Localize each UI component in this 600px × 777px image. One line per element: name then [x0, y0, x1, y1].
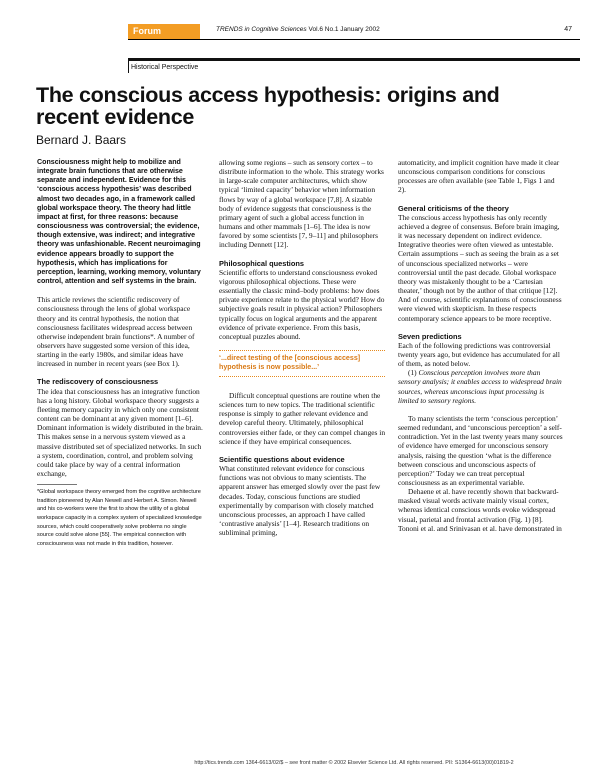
heading-general: General criticisms of the theory: [398, 203, 509, 213]
journal-citation: [216, 26, 380, 33]
journal-title: TRENDS in Cognitive Sciences: [216, 26, 307, 33]
prediction-1: [398, 368, 564, 405]
scientific-paragraph: What constituted relevant evidence for conscious functions was not obvious to many scientists. The apparent answer has emerged slowly over the past few decades. Today, conscious functions are studied experimentally by comparison with closely matched unconscious processes, an approach I have called ‘contrastive analysis’ [1–4]. Research traditions on subliminal priming,: [219, 464, 381, 538]
heading-scientific: Scientific questions about evidence: [219, 454, 345, 464]
page-number: 47: [564, 26, 572, 33]
prediction-1-number: (1): [408, 368, 417, 378]
pull-quote: ‘...direct testing of the [conscious access] hypothesis is now possible...’: [219, 350, 385, 377]
intro-paragraph: This article reviews the scientific rediscovery of consciousness through the lens of global workspace theory and its central hypothesis, the notion that consciousness facilitates widespread access between otherwise independent brain functions*. A number of observers have suggested some version of this idea, starting in the early 1980s, and similar ideas have increased in number in recent years (see Box 1).: [37, 295, 195, 369]
column-2: [219, 158, 385, 537]
page-footer: http://tics.trends.com 1364-6613/02/$ – see front matter © 2002 Elsevier Science Ltd. All rights reserved. PII: S1364-6613(00)01819-2: [194, 760, 514, 766]
rediscovery-paragraph: The idea that consciousness has an integrative function has a long history. Global workspace theory suggests a fleeting memory capacity in which only one consistent content can be dominant at any given moment [1–6]. Dominant information is widely distributed in the brain. This makes sense in a nervous system viewed as a massive distributed set of specialized networks. In such a system, coordination, control, and problem solving could take place by way of a central information exchange,: [37, 386, 203, 478]
journal-header-bar: [128, 24, 580, 40]
article-title: The conscious access hypothesis: origins and recent evidence: [36, 83, 500, 129]
column-3: [398, 158, 564, 533]
philosophical-paragraph: Scientific efforts to understand consciousness evoked vigorous philosophical objections. These were essentially the classic mind–body problems: how does private experience relate to the physical world? How do subjective goals result in physical action? Philosophers typically focus on logical arguments and the apparent evidence of private experience. From this basis, conceptual puzzles abound.: [219, 267, 385, 341]
article-author: Bernard J. Baars: [36, 133, 127, 147]
general-paragraph: The conscious access hypothesis has only recently achieved a degree of consensus. Before brain imaging, it was necessary dependent on indirect evidence. Integrative theories were often viewed as untestable. Certain assumptions – such as seeing the brain as a set of unconscious specialized networks – were controversial until the past decade. Global workspace theory was mistakenly thought to be a ‘Cartesian theater,’ though not by the author of that critique [12]. And of course, scientific explanations of consciousness were viewed with skepticism. In these respects contemporary science appears to be more receptive.: [398, 212, 562, 323]
heading-philosophical: Philosophical questions: [219, 258, 305, 268]
col3-paragraph: automaticity, and implicit cognition have made it clear unconscious comparison conditions for conscious processes are often available (see Table 1, Figs 1 and 2).: [398, 158, 560, 195]
scientists-paragraph: To many scientists the term ‘conscious perception’ seemed redundant, and ‘unconscious perception’ a self-contradiction. Yet in the last twenty years many sources of evidence have emerged for unconscious sensory analysis, raising the question ‘what is the difference between conscious and unconscious aspects of perception?’ Today we can treat perceptual consciousness as an experimental variable.: [398, 413, 563, 487]
heading-rediscovery: The rediscovery of consciousness: [37, 377, 159, 387]
heading-predictions: Seven predictions: [398, 331, 462, 341]
prediction-1-text: Conscious perception involves more than sensory analysis; it enables access to widespread brain sources, whereas unconscious input processing is limited to sensory regions.: [398, 368, 562, 405]
col2-paragraph: allowing some regions – such as sensory cortex – to distribute information to the whole. This strategy works in large-scale computer architectures, which show typical ‘limited capacity’ behavior when information flows by way of a global workspace [7,8]. A sizable body of evidence suggests that consciousness is the primary agent of such a global access function in humans and other mammals [1–6]. The idea is now favored by some scientists [7, 9–11] and philosophers including Dennett [12].: [219, 158, 384, 250]
column-1: [37, 158, 203, 548]
footnote: *Global workspace theory emerged from the cognitive architecture tradition pioneered by Alan Newell and Herbert A. Simon. Newell and his co-workers were the first to show the utility of a global workspace capacity in a complex system of specialized knowledge sources, which could cooperatively solve problems no single source could solve alone [55]. The empirical connection with consciousness was not made in this tradition, however.: [37, 489, 202, 547]
footnote-divider: [37, 484, 77, 485]
predictions-intro: Each of the following predictions was controversial twenty years ago, but evidence has accumulated for all of them, as noted below.: [398, 340, 560, 369]
forum-label: Forum: [128, 24, 200, 39]
abstract: Consciousness might help to mobilize and integrate brain functions that are otherwise separate and independent. Evidence for this ‘conscious access hypothesis’ was described almost two decades ago, in a framework called global workspace theory. The theory had little impact at first, for three reasons: because consciousness was controversial; the evidence, though extensive, was indirect; and integrative theory was unfashionable. Recent neuroimaging evidence appears broadly to support the hypothesis, which has implications for perception, learning, working memory, voluntary control, attention and self systems in the brain.: [37, 158, 201, 286]
section-label: Historical Perspective: [128, 58, 580, 72]
spacer: [398, 405, 564, 414]
journal-issue: Vol.6 No.1 January 2002: [308, 26, 380, 33]
dehaene-paragraph: Dehaene et al. have recently shown that backward-masked visual words activate mainly visual cortex, whereas identical conscious words evoke widespread visual, parietal and frontal activation (Fig. 1) [8]. Tononi et al. and Srinivasan et al. have demonstrated in: [398, 487, 562, 533]
difficult-paragraph: Difficult conceptual questions are routine when the sciences turn to new topics. The traditional scientific response is simply to gather relevant evidence and develop careful theory. Ultimately, philosophical controversies either fade, or they can compel changes in science if they have empirical consequences.: [219, 390, 386, 446]
